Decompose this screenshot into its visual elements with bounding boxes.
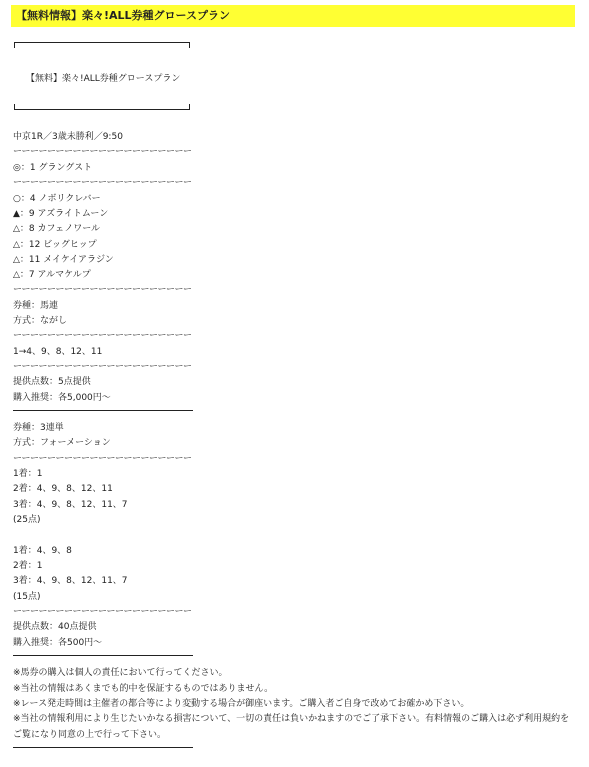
section-divider xyxy=(13,410,193,411)
plan-name: 【無料】楽々!ALL券種グロースプラン xyxy=(26,74,181,84)
bet1-type: 券種：馬連 xyxy=(13,301,59,311)
bet2-points: 提供点数：40点提供 xyxy=(13,622,97,632)
pick-item: ▲：9 アズライトムーン xyxy=(13,209,109,219)
dash-separator: ーーーーーーーーーーーーーーーーーーーーー xyxy=(13,607,192,617)
bet2-set-b-first: 1着：4、9、8 xyxy=(13,546,72,556)
pick-honmei: ◎：1 グラングスト xyxy=(13,163,93,173)
bet2-set-a-first: 1着：1 xyxy=(13,469,43,479)
bracket-top xyxy=(14,42,190,48)
dash-separator: ーーーーーーーーーーーーーーーーーーーーー xyxy=(13,362,192,372)
pick-item: △：11 メイケイアラジン xyxy=(13,255,114,265)
bet1-points: 提供点数：5点提供 xyxy=(13,377,91,387)
note-item: ※レース発走時間は主催者の都合等により変動する場合が御座います。ご購入者ご自身で改めてお確かめ下さい。 xyxy=(13,699,470,709)
bet1-method: 方式：ながし xyxy=(13,316,68,326)
bet2-set-b-third: 3着：4、9、8、12、11、7 xyxy=(13,576,128,586)
bet2-set-b-second: 2着：1 xyxy=(13,561,43,571)
dash-separator: ーーーーーーーーーーーーーーーーーーーーー xyxy=(13,331,192,341)
pick-item: △：7 アルマケルプ xyxy=(13,270,91,280)
note-item: ※当社の情報利用により生じたいかなる損害について、一切の責任は負いかねますのでご了承下さい。有料情報のご購入は必ず利用規約を xyxy=(13,714,570,724)
page-title: 【無料情報】楽々!ALL券種グロースプラン xyxy=(11,5,575,27)
bet2-set-b-count: (15点) xyxy=(13,592,41,602)
section-divider xyxy=(13,655,193,656)
bet2-type: 券種：3連単 xyxy=(13,423,64,433)
dash-separator: ーーーーーーーーーーーーーーーーーーーーー xyxy=(13,178,192,188)
race-info: 中京1R／3歳未勝利／9:50 xyxy=(13,132,123,142)
note-item: ※馬券の購入は個人の責任において行ってください。 xyxy=(13,668,228,678)
bet2-purchase: 購入推奨：各500円〜 xyxy=(13,638,103,648)
bet1-purchase: 購入推奨：各5,000円〜 xyxy=(13,393,111,403)
pick-item: △：8 カフェノワール xyxy=(13,224,101,234)
bet2-set-a-second: 2着：4、9、8、12、11 xyxy=(13,484,113,494)
pick-item: △：12 ビッグヒップ xyxy=(13,240,97,250)
dash-separator: ーーーーーーーーーーーーーーーーーーーーー xyxy=(13,285,192,295)
bet1-combo: 1→4、9、8、12、11 xyxy=(13,347,103,357)
note-item: ご覧になり同意の上で行って下さい。 xyxy=(13,730,167,740)
bet2-set-a-count: (25点) xyxy=(13,515,41,525)
bracket-bottom xyxy=(14,104,190,110)
dash-separator: ーーーーーーーーーーーーーーーーーーーーー xyxy=(13,147,192,157)
dash-separator: ーーーーーーーーーーーーーーーーーーーーー xyxy=(13,454,192,464)
plan-bracket-box xyxy=(14,42,190,110)
pick-item: ○：4 ノボリクレバー xyxy=(13,194,101,204)
bet2-method: 方式：フォーメーション xyxy=(13,438,111,448)
note-item: ※当社の情報はあくまでも的中を保証するものではありません。 xyxy=(13,684,274,694)
section-divider xyxy=(13,747,193,748)
bet2-set-a-third: 3着：4、9、8、12、11、7 xyxy=(13,500,128,510)
